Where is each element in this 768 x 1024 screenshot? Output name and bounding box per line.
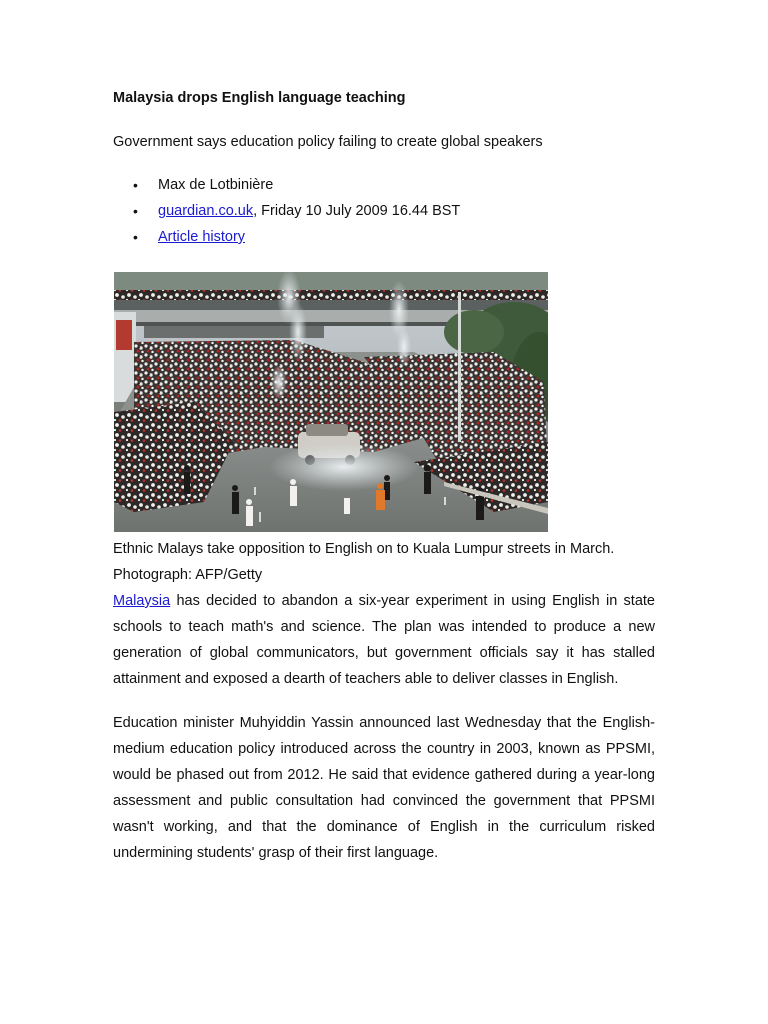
- meta-source-item: [113, 202, 460, 228]
- article-standfirst: Government says education policy failing to create global speakers: [113, 134, 543, 150]
- source-link[interactable]: guardian.co.uk: [158, 203, 254, 219]
- body-paragraph-2: Education minister Muhyiddin Yassin announced last Wednesday that the English-medium education policy introduced across the country in 2003, known as PPSMI, would be phased out from 2012. He said that evidence gathered during a year-long assessment and public consultation had convinced the government that PPSMI wasn't working, and that the dominance of English in the curriculum risked undermining students' grasp of their first language.: [113, 715, 655, 861]
- article-headline: Malaysia drops English language teaching: [113, 90, 406, 106]
- photo-credit: Photograph: AFP/Getty: [113, 567, 263, 583]
- bullet-icon: •: [133, 203, 138, 219]
- photo-caption-text: Ethnic Malays take opposition to English on to Kuala Lumpur streets in March.: [113, 541, 615, 557]
- article-meta-list: [113, 176, 460, 254]
- bullet-icon: •: [133, 177, 138, 193]
- article-photo: [114, 272, 548, 532]
- meta-author-item: [113, 176, 460, 202]
- protest-photo-image: [114, 272, 548, 532]
- publish-date: , Friday 10 July 2009 16.44 BST: [253, 203, 461, 219]
- author-name: Max de Lotbinière: [158, 177, 274, 193]
- article-history-link[interactable]: Article history: [158, 229, 246, 245]
- bullet-icon: •: [133, 229, 138, 245]
- photo-caption: [113, 536, 655, 588]
- body-paragraph-1-text: has decided to abandon a six-year experiment in using English in state schools to teach math's and science. The plan was intended to produce a new generation of global communicators, but government officials say it has stalled attainment and exposed a dearth of teachers able to deliver classes in English.: [113, 593, 655, 687]
- meta-history-item: [113, 228, 460, 254]
- body-paragraph-1: [113, 588, 655, 692]
- malaysia-link[interactable]: Malaysia: [113, 593, 171, 609]
